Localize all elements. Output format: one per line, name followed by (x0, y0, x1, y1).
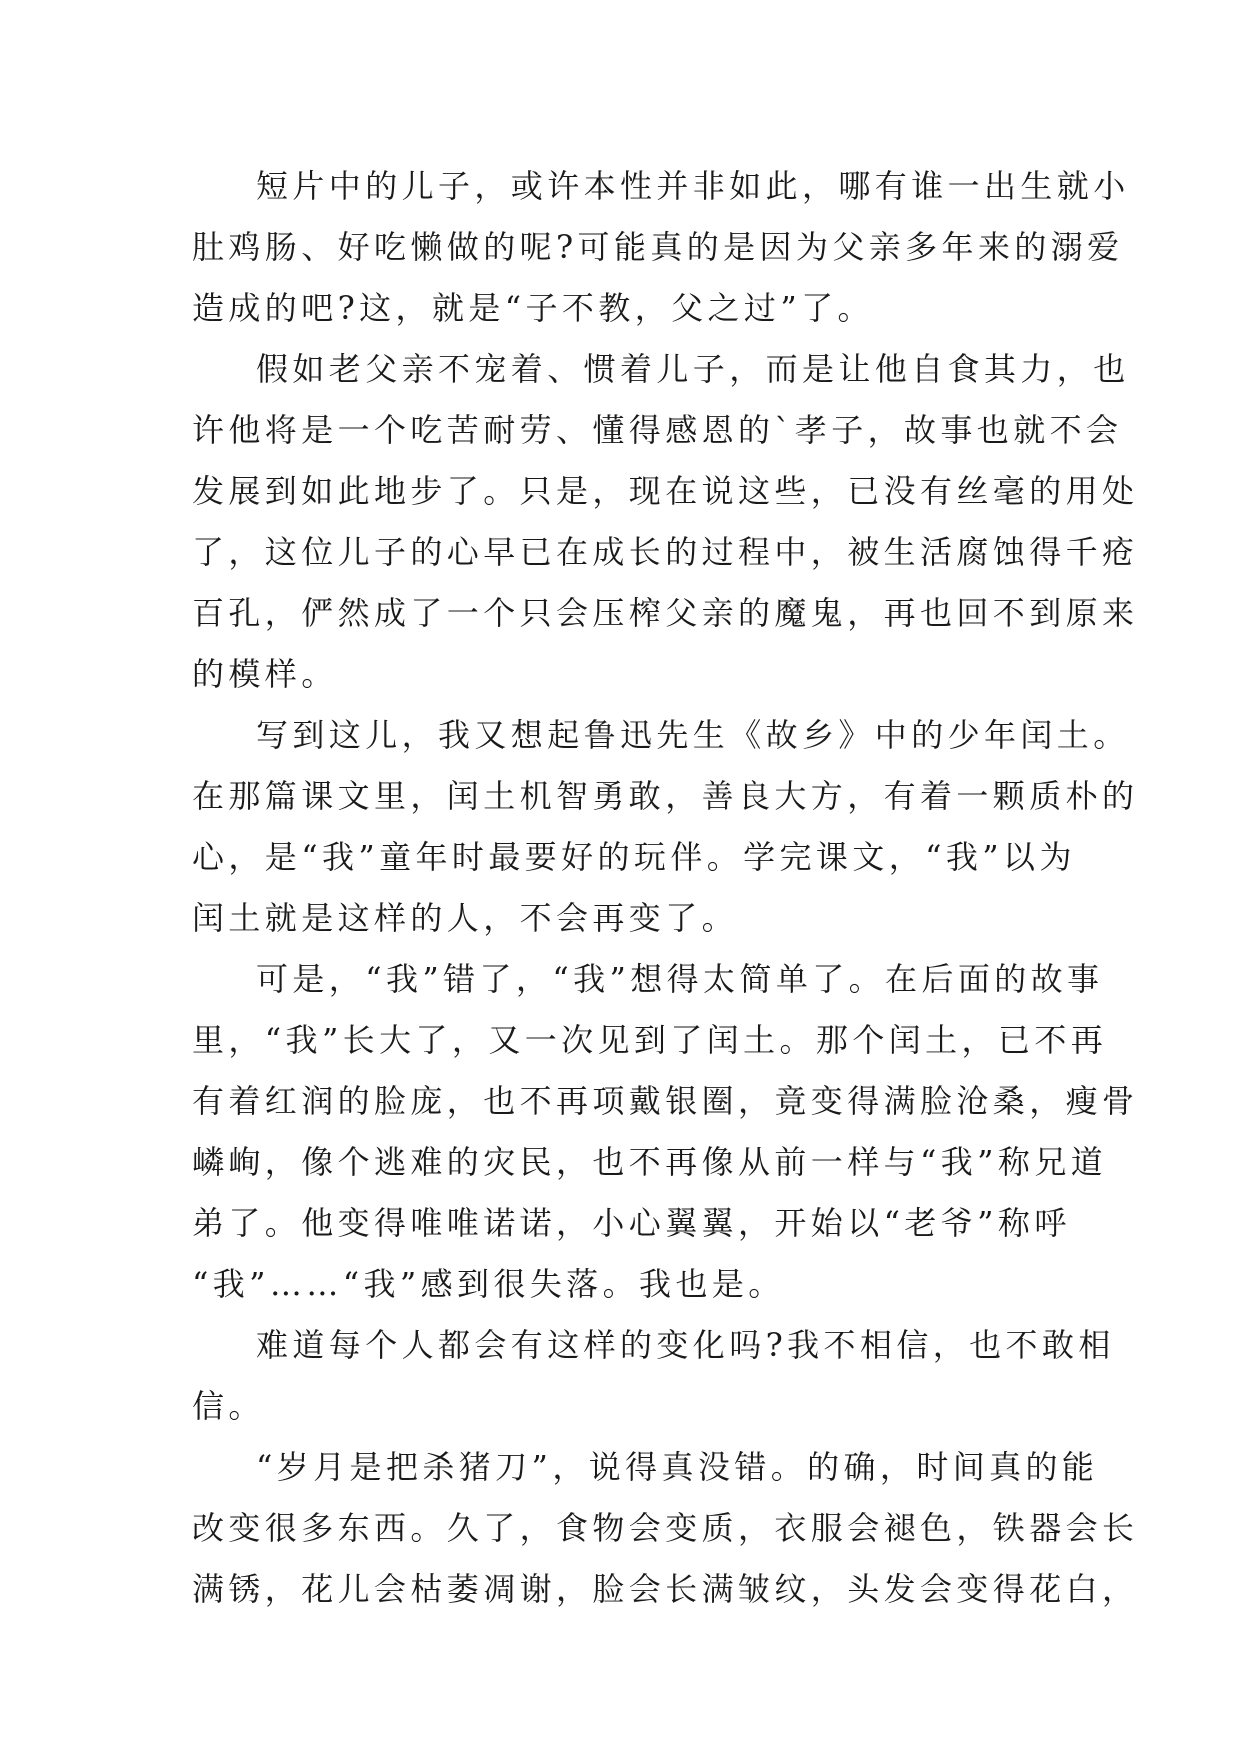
text-line: 闰土就是这样的人，不会再变了。 (192, 899, 739, 937)
text-line: 造成的吧?这，就是“子不教，父之过”了。 (192, 289, 874, 327)
text-line: 心，是“我”童年时最要好的玩伴。学完课文，“我”以为 (192, 838, 1076, 876)
text-line: 满锈，花儿会枯萎凋谢，脸会长满皱纹，头发会变得花白， (192, 1570, 1139, 1608)
text-line: 弟了。他变得唯唯诺诺，小心翼翼，开始以“老爷”称呼 (192, 1204, 1071, 1242)
text-line: 可是，“我”错了，“我”想得太简单了。在后面的故事 (256, 960, 1104, 998)
text-line: 假如老父亲不宠着、惯着儿子，而是让他自食其力，也 (256, 350, 1130, 388)
text-line: 写到这儿，我又想起鲁迅先生《故乡》中的少年闰土。 (256, 716, 1130, 754)
text-line: 的模样。 (192, 655, 338, 693)
text-line: 嶙峋，像个逃难的灾民，也不再像从前一样与“我”称兄道 (192, 1143, 1108, 1181)
text-line: 肚鸡肠、好吃懒做的呢?可能真的是因为父亲多年来的溺爱 (192, 228, 1124, 266)
text-line: 了，这位儿子的心早已在成长的过程中，被生活腐蚀得千疮 (192, 533, 1139, 571)
text-line: 信。 (192, 1387, 265, 1425)
text-line: 在那篇课文里，闰土机智勇敢，善良大方，有着一颗质朴的 (192, 777, 1139, 815)
text-line: 难道每个人都会有这样的变化吗?我不相信，也不敢相 (256, 1326, 1115, 1364)
text-line: 发展到如此地步了。只是，现在说这些，已没有丝毫的用处 (192, 472, 1139, 510)
body-text (192, 156, 1139, 1620)
text-line: 短片中的儿子，或许本性并非如此，哪有谁一出生就小 (256, 167, 1130, 205)
text-line: “岁月是把杀猪刀”，说得真没错。的确，时间真的能 (256, 1448, 1099, 1486)
text-line: 有着红润的脸庞，也不再项戴银圈，竟变得满脸沧桑，瘦骨 (192, 1082, 1139, 1120)
text-line: 许他将是一个吃苦耐劳、懂得感恩的`孝子，故事也就不会 (192, 411, 1123, 449)
text-line: 百孔，俨然成了一个只会压榨父亲的魔鬼，再也回不到原来 (192, 594, 1139, 632)
text-line: 改变很多东西。久了，食物会变质，衣服会褪色，铁器会长 (192, 1509, 1139, 1547)
text-line: “我”……“我”感到很失落。我也是。 (192, 1265, 785, 1303)
text-line: 里，“我”长大了，又一次见到了闰土。那个闰土，已不再 (192, 1021, 1108, 1059)
